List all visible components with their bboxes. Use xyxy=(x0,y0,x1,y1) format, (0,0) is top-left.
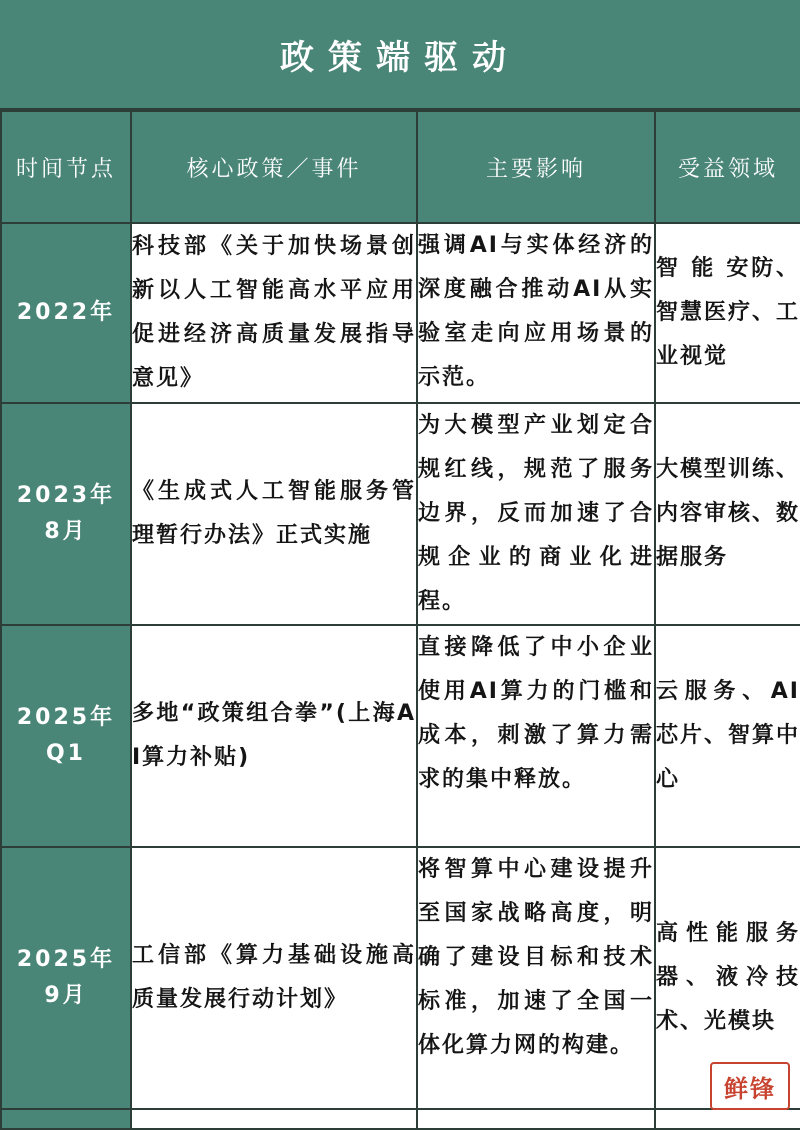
time-cell xyxy=(1,625,131,847)
policy-cell: 工信部《算力基础设施高质量发展行动计划》 xyxy=(131,847,417,1109)
table-row-partial xyxy=(1,1109,800,1129)
table-row xyxy=(1,223,800,403)
header-time: 时间节点 xyxy=(1,111,131,223)
time-line: 9月 xyxy=(44,983,88,1008)
policy-table xyxy=(0,110,800,1130)
policy-cell: 科技部《关于加快场景创新以人工智能高水平应用促进经济高质量发展指导意见》 xyxy=(131,223,417,403)
fields-cell xyxy=(655,1109,800,1129)
table-row xyxy=(1,625,800,847)
policy-cell: 多地“政策组合拳”(上海AI算力补贴) xyxy=(131,625,417,847)
time-cell xyxy=(1,223,131,403)
impact-cell: 为大模型产业划定合规红线，规范了服务边界，反而加速了合规企业的商业化进程。 xyxy=(417,403,655,625)
fields-cell: 云服务、AI芯片、智算中心 xyxy=(655,625,800,847)
impact-cell xyxy=(417,1109,655,1129)
impact-cell: 将智算中心建设提升至国家战略高度，明确了建设目标和技术标准，加速了全国一体化算力网的构建。 xyxy=(417,847,655,1109)
time-cell xyxy=(1,1109,131,1129)
time-line: 2025年 xyxy=(16,947,116,972)
time-cell xyxy=(1,403,131,625)
seal-stamp: 鲜锋 xyxy=(710,1062,790,1110)
header-fields: 受益领域 xyxy=(655,111,800,223)
time-cell xyxy=(1,847,131,1109)
header-row xyxy=(1,111,800,223)
time-line: 8月 xyxy=(44,519,88,544)
time-line: Q1 xyxy=(45,741,86,766)
page-title: 政策端驱动 xyxy=(280,37,520,78)
fields-cell: 大模型训练、内容审核、数据服务 xyxy=(655,403,800,625)
policy-cell: 《生成式人工智能服务管理暂行办法》正式实施 xyxy=(131,403,417,625)
policy-cell xyxy=(131,1109,417,1129)
time-line: 2022年 xyxy=(16,300,116,325)
table-row xyxy=(1,403,800,625)
header-impact: 主要影响 xyxy=(417,111,655,223)
table-row xyxy=(1,847,800,1109)
header-policy: 核心政策／事件 xyxy=(131,111,417,223)
time-line: 2023年 xyxy=(16,483,116,508)
title-bar xyxy=(0,0,800,110)
time-line: 2025年 xyxy=(16,705,116,730)
impact-cell: 强调AI与实体经济的深度融合推动AI从实验室走向应用场景的示范。 xyxy=(417,223,655,403)
impact-cell: 直接降低了中小企业使用AI算力的门槛和成本，刺激了算力需求的集中释放。 xyxy=(417,625,655,847)
fields-cell: 智 能 安防、智慧医疗、工业视觉 xyxy=(655,223,800,403)
fields-cell: 高性能服务器、液冷技术、光模块 xyxy=(655,847,800,1109)
